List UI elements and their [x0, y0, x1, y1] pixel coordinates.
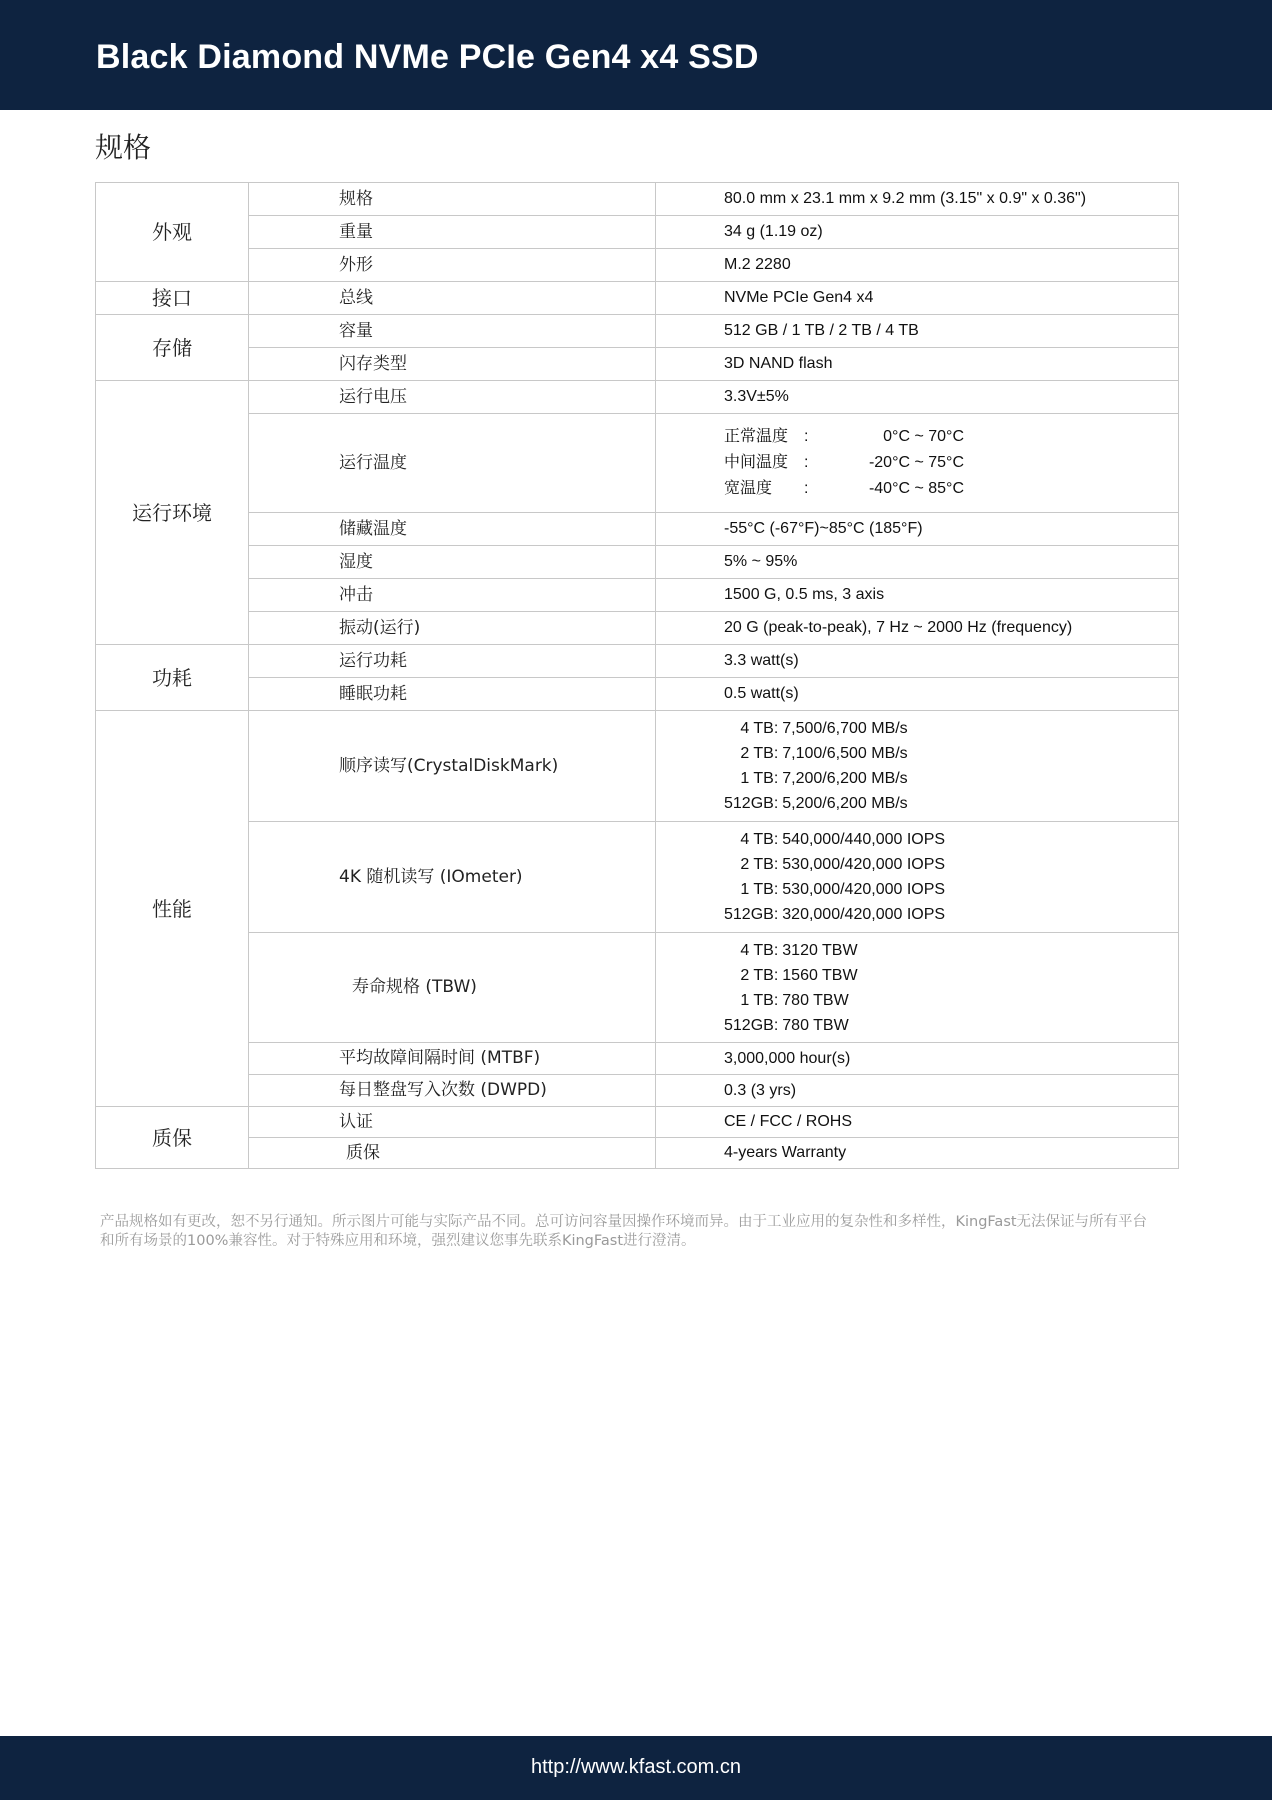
table-row [96, 645, 1179, 678]
table-row [96, 1043, 1179, 1075]
table-row [96, 933, 1179, 1043]
table-row [96, 282, 1179, 315]
temp-name: 宽温度 [724, 480, 773, 497]
capacity-label: 512GB: [724, 906, 779, 923]
table-row [96, 414, 1179, 513]
temp-sep: : [804, 428, 809, 445]
item-value: 3,000,000 hour(s) [656, 1043, 1179, 1075]
perf-value: 7,100/6,500 MB/s [782, 745, 908, 762]
temp-name: 正常温度 [724, 428, 789, 445]
item-value: 3D NAND flash [656, 348, 1179, 381]
tbw-list [724, 938, 1178, 1038]
perf-value: 7,200/6,200 MB/s [782, 770, 908, 787]
capacity-label: 1 TB: [740, 991, 779, 1009]
perf-value: 540,000/440,000 IOPS [782, 831, 946, 848]
table-row [96, 1075, 1179, 1107]
table-row [96, 1107, 1179, 1138]
item-value [656, 822, 1179, 933]
category-warranty: 质保 [96, 1107, 249, 1169]
item-label: 顺序读写(CrystalDiskMark) [249, 711, 656, 822]
item-label: 储藏温度 [249, 513, 656, 546]
item-label: 总线 [249, 282, 656, 315]
operating-temp-list [724, 424, 1178, 502]
item-label: 运行电压 [249, 381, 656, 414]
perf-value: 780 TBW [782, 1016, 849, 1034]
temp-name: 中间温度 [724, 454, 789, 471]
table-row [96, 315, 1179, 348]
temp-range: -20°C ~ 75°C [868, 454, 964, 471]
item-value: -55°C (-67°F)~85°C (185°F) [656, 513, 1179, 546]
capacity-label: 4 TB: [740, 831, 779, 848]
table-row [96, 546, 1179, 579]
item-value: 4-years Warranty [656, 1138, 1179, 1169]
item-value: 34 g (1.19 oz) [656, 216, 1179, 249]
item-label: 冲击 [249, 579, 656, 612]
table-row [96, 216, 1179, 249]
item-value [656, 711, 1179, 822]
item-label: 认证 [249, 1107, 656, 1138]
item-value: M.2 2280 [656, 249, 1179, 282]
category-interface: 接口 [96, 282, 249, 315]
temp-sep: : [804, 454, 809, 471]
item-value: 20 G (peak-to-peak), 7 Hz ~ 2000 Hz (frequency) [656, 612, 1179, 645]
item-label: 睡眠功耗 [249, 678, 656, 711]
capacity-label: 512GB: [724, 1016, 779, 1034]
perf-value: 780 TBW [782, 991, 849, 1009]
item-value: 0.5 watt(s) [656, 678, 1179, 711]
item-value: 80.0 mm x 23.1 mm x 9.2 mm (3.15" x 0.9" x 0.36") [656, 183, 1179, 216]
item-label: 容量 [249, 315, 656, 348]
table-row [96, 711, 1179, 822]
item-value: 3.3V±5% [656, 381, 1179, 414]
item-label: 寿命规格 (TBW) [249, 933, 656, 1043]
item-value: NVMe PCIe Gen4 x4 [656, 282, 1179, 315]
item-label: 闪存类型 [249, 348, 656, 381]
item-label: 4K 随机读写 (IOmeter) [249, 822, 656, 933]
seq-rw-list [724, 716, 1178, 816]
capacity-label: 2 TB: [740, 966, 779, 984]
item-value: 1500 G, 0.5 ms, 3 axis [656, 579, 1179, 612]
perf-value: 320,000/420,000 IOPS [782, 906, 946, 923]
section-title: 规格 [95, 131, 152, 164]
category-storage: 存储 [96, 315, 249, 381]
random-rw-list [724, 827, 1178, 927]
category-performance: 性能 [96, 711, 249, 1107]
item-value: 5% ~ 95% [656, 546, 1179, 579]
item-value: 0.3 (3 yrs) [656, 1075, 1179, 1107]
table-row [96, 822, 1179, 933]
capacity-label: 1 TB: [740, 770, 779, 787]
perf-value: 5,200/6,200 MB/s [782, 795, 908, 812]
item-label: 外形 [249, 249, 656, 282]
disclaimer-notice: 产品规格如有更改，恕不另行通知。所示图片可能与实际产品不同。总可访问容量因操作环境而异。由于工业应用的复杂性和多样性，KingFast无法保证与所有平台和所有场景的100%兼容性。对于特殊应用和环境，强烈建议您事先联系KingFast进行澄清。 [100, 1214, 1148, 1249]
item-label: 平均故障间隔时间 (MTBF) [249, 1043, 656, 1075]
category-power: 功耗 [96, 645, 249, 711]
header-bar [0, 0, 1272, 110]
item-value: 512 GB / 1 TB / 2 TB / 4 TB [656, 315, 1179, 348]
capacity-label: 4 TB: [740, 941, 779, 959]
table-row [96, 579, 1179, 612]
item-label: 质保 [249, 1138, 656, 1169]
item-value [656, 933, 1179, 1043]
temp-sep: : [804, 480, 809, 497]
item-label: 重量 [249, 216, 656, 249]
table-row [96, 1138, 1179, 1169]
table-row [96, 348, 1179, 381]
capacity-label: 4 TB: [740, 720, 779, 737]
item-label: 运行温度 [249, 414, 656, 513]
item-label: 运行功耗 [249, 645, 656, 678]
item-value: CE / FCC / ROHS [656, 1107, 1179, 1138]
perf-value: 1560 TBW [782, 966, 858, 984]
table-row [96, 381, 1179, 414]
perf-value: 3120 TBW [782, 941, 858, 959]
footer-bar [0, 1736, 1272, 1800]
perf-value: 530,000/420,000 IOPS [782, 881, 946, 898]
capacity-label: 512GB: [724, 795, 779, 812]
product-title: Black Diamond NVMe PCIe Gen4 x4 SSD [96, 38, 759, 76]
temp-range: -40°C ~ 85°C [868, 480, 964, 497]
capacity-label: 2 TB: [740, 856, 779, 873]
temp-range: 0°C ~ 70°C [883, 428, 964, 445]
table-row [96, 249, 1179, 282]
perf-value: 7,500/6,700 MB/s [782, 720, 908, 737]
spec-table [95, 182, 1179, 1169]
capacity-label: 2 TB: [740, 745, 779, 762]
category-appearance: 外观 [96, 183, 249, 282]
table-row [96, 678, 1179, 711]
website-link[interactable]: http://www.kfast.com.cn [530, 1756, 742, 1778]
item-value [656, 414, 1179, 513]
item-label: 湿度 [249, 546, 656, 579]
table-row [96, 513, 1179, 546]
table-row [96, 183, 1179, 216]
item-label: 振动(运行) [249, 612, 656, 645]
item-label: 每日整盘写入次数 (DWPD) [249, 1075, 656, 1107]
perf-value: 530,000/420,000 IOPS [782, 856, 946, 873]
table-row [96, 612, 1179, 645]
capacity-label: 1 TB: [740, 881, 779, 898]
category-environment: 运行环境 [96, 381, 249, 645]
item-label: 规格 [249, 183, 656, 216]
item-value: 3.3 watt(s) [656, 645, 1179, 678]
